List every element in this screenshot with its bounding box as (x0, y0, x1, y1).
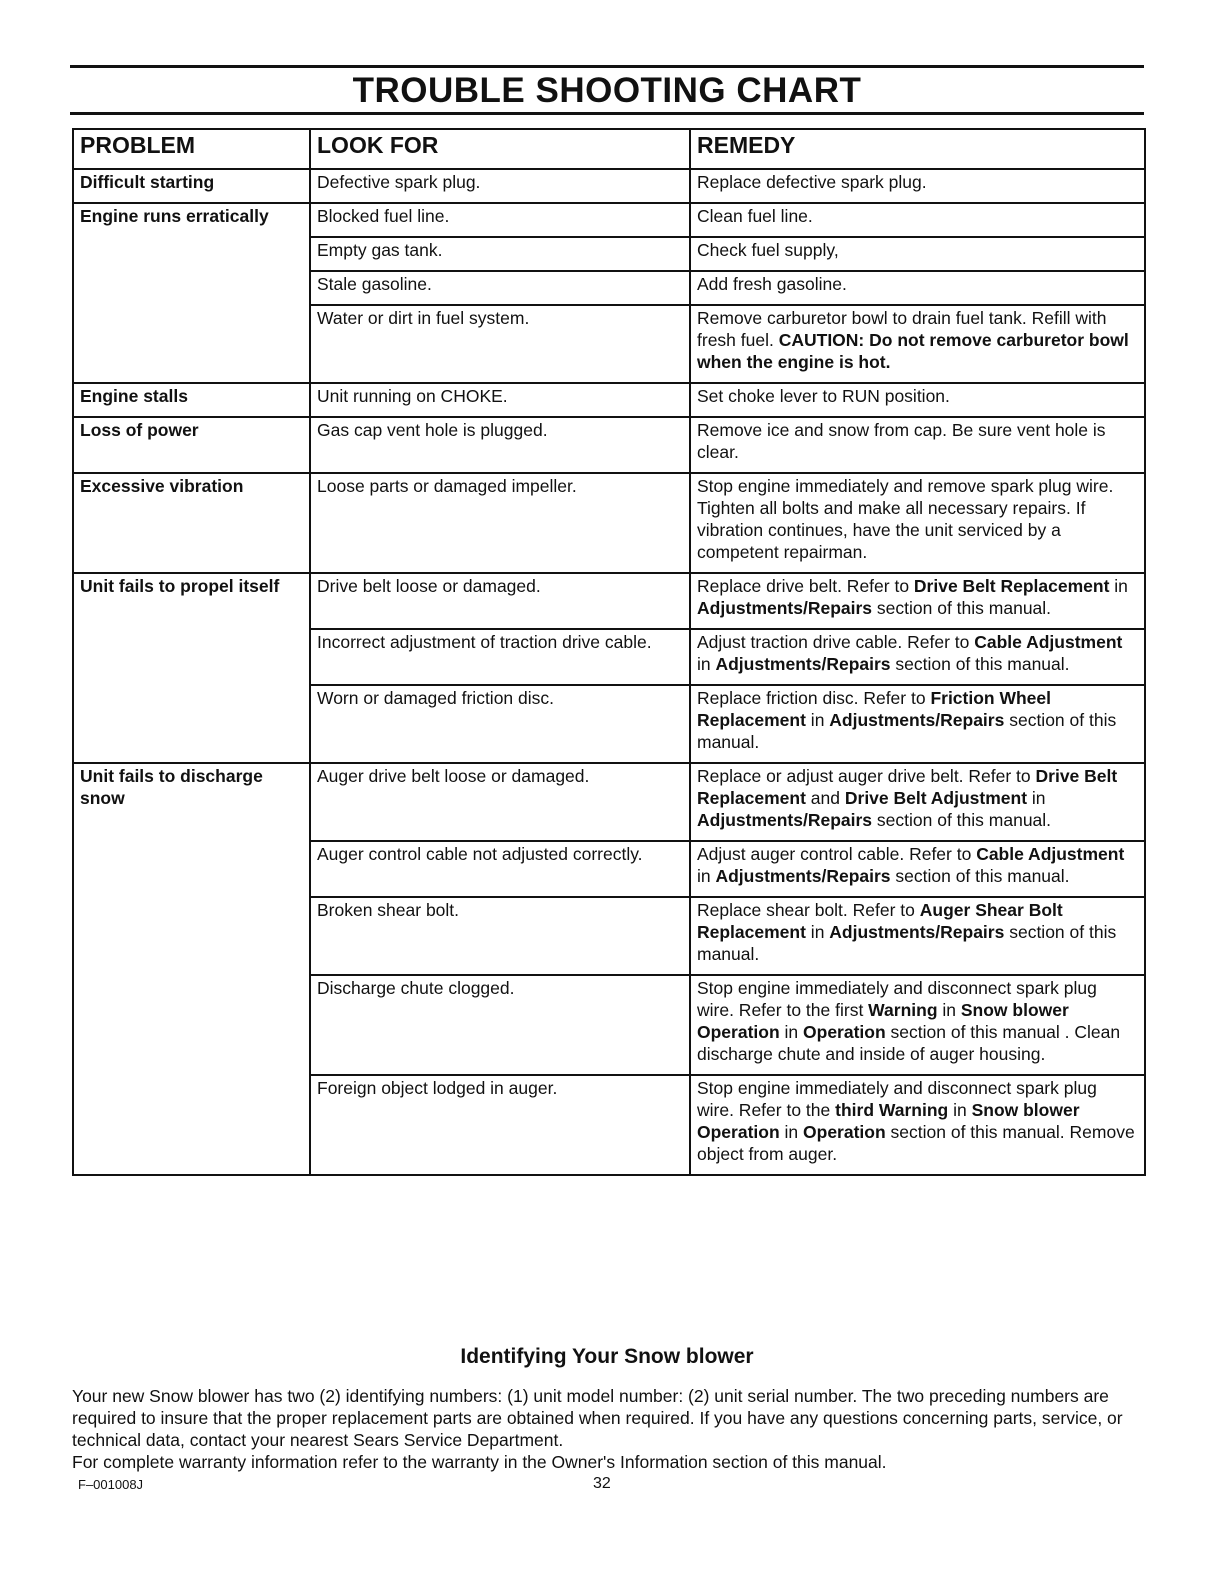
problem-cell (73, 629, 310, 685)
problem-cell (73, 271, 310, 305)
table-row (73, 271, 1145, 305)
problem-cell: Difficult starting (73, 169, 310, 203)
remedy-cell (690, 975, 1145, 1075)
table-row (73, 203, 1145, 237)
page-title: TROUBLE SHOOTING CHART (352, 71, 862, 110)
look-for-cell: Defective spark plug. (310, 169, 690, 203)
table-row (73, 417, 1145, 473)
remedy-text: Check fuel supply, (697, 240, 839, 260)
remedy-cell (690, 841, 1145, 897)
problem-cell (73, 975, 310, 1075)
problem-cell (73, 841, 310, 897)
problem-cell: Engine runs erratically (73, 203, 310, 237)
remedy-text: Stop engine immediately and disconnect spark plug wire. Refer to the first (697, 978, 1097, 1020)
table-row (73, 473, 1145, 573)
table-row (73, 305, 1145, 383)
remedy-text: section of this manual. (697, 922, 1117, 964)
remedy-text: Stop engine immediately and remove spark plug wire. Tighten all bolts and make all necessary repairs. If vibration continues, have the unit serviced by a competent repairman. (697, 476, 1114, 562)
page-number: 32 (593, 1475, 611, 1492)
remedy-text: in (948, 1100, 972, 1120)
remedy-text: in (1109, 576, 1128, 596)
table-row (73, 383, 1145, 417)
remedy-cell (690, 1075, 1145, 1175)
remedy-bold-text: Cable Adjustment (976, 844, 1125, 864)
remedy-text: Replace or adjust auger drive belt. Refer to (697, 766, 1036, 786)
table-row (73, 629, 1145, 685)
remedy-text: in (805, 710, 830, 730)
header-look-for: LOOK FOR (310, 129, 690, 169)
remedy-text: Replace shear bolt. Refer to (697, 900, 920, 920)
remedy-text: section of this manual. (872, 598, 1052, 618)
remedy-bold-text: Drive Belt Adjustment (844, 788, 1028, 808)
remedy-bold-text: Operation (803, 1022, 886, 1042)
remedy-cell (690, 237, 1145, 271)
identifying-text (72, 1385, 1147, 1473)
remedy-cell (690, 383, 1145, 417)
remedy-cell (690, 629, 1145, 685)
remedy-cell (690, 417, 1145, 473)
title-rule-top (70, 65, 1144, 68)
problem-cell (73, 237, 310, 271)
remedy-text: in (805, 922, 830, 942)
table-row (73, 1075, 1145, 1175)
table-row (73, 573, 1145, 629)
problem-cell: Loss of power (73, 417, 310, 473)
remedy-bold-text: Warning (868, 1000, 938, 1020)
remedy-cell (690, 573, 1145, 629)
problem-cell: Unit fails to propel itself (73, 573, 310, 629)
remedy-text: Add fresh gasoline. (697, 274, 847, 294)
remedy-bold-text: Adjustments/Repairs (715, 654, 891, 674)
look-for-cell: Unit running on CHOKE. (310, 383, 690, 417)
look-for-cell: Stale gasoline. (310, 271, 690, 305)
look-for-cell: Broken shear bolt. (310, 897, 690, 975)
remedy-bold-text: Drive Belt Replacement (697, 766, 1118, 808)
table-header-row (73, 129, 1145, 169)
remedy-bold-text: CAUTION: Do not remove carburetor bowl when the engine is hot. (697, 330, 1129, 372)
table-row (73, 237, 1145, 271)
look-for-cell: Loose parts or damaged impeller. (310, 473, 690, 573)
remedy-bold-text: Friction Wheel Replacement (697, 688, 1051, 730)
remedy-text: and (805, 788, 845, 808)
look-for-cell: Discharge chute clogged. (310, 975, 690, 1075)
remedy-text: Replace defective spark plug. (697, 172, 927, 192)
remedy-cell (690, 305, 1145, 383)
table-row (73, 975, 1145, 1075)
remedy-cell (690, 685, 1145, 763)
look-for-cell: Worn or damaged friction disc. (310, 685, 690, 763)
identifying-heading: Identifying Your Snow blower (460, 1345, 754, 1368)
look-for-cell: Foreign object lodged in auger. (310, 1075, 690, 1175)
remedy-text: Remove carburetor bowl to drain fuel tank. Refill with fresh fuel. (697, 308, 1107, 350)
remedy-bold-text: Adjustments/Repairs (697, 598, 873, 618)
header-problem: PROBLEM (73, 129, 310, 169)
remedy-text: Replace drive belt. Refer to (697, 576, 914, 596)
table-body (73, 169, 1145, 1175)
remedy-text: in (937, 1000, 961, 1020)
remedy-bold-text: Adjustments/Repairs (697, 810, 873, 830)
remedy-text: section of this manual . Clean discharge chute and inside of auger housing. (697, 1022, 1121, 1064)
remedy-text: Clean fuel line. (697, 206, 813, 226)
trouble-shooting-table (72, 128, 1146, 1176)
remedy-cell (690, 271, 1145, 305)
look-for-cell: Blocked fuel line. (310, 203, 690, 237)
remedy-cell (690, 763, 1145, 841)
title-rule-bottom (70, 112, 1144, 115)
remedy-text: Set choke lever to RUN position. (697, 386, 950, 406)
remedy-cell (690, 897, 1145, 975)
remedy-cell (690, 169, 1145, 203)
problem-cell (73, 685, 310, 763)
remedy-text: section of this manual. (697, 710, 1117, 752)
table-row (73, 841, 1145, 897)
remedy-text: Adjust traction drive cable. Refer to (697, 632, 975, 652)
remedy-text: Remove ice and snow from cap. Be sure vent hole is clear. (697, 420, 1106, 462)
look-for-cell: Empty gas tank. (310, 237, 690, 271)
remedy-text: in (697, 654, 716, 674)
table-row (73, 685, 1145, 763)
problem-cell (73, 305, 310, 383)
remedy-cell (690, 473, 1145, 573)
remedy-text: section of this manual. (872, 810, 1052, 830)
header-remedy: REMEDY (690, 129, 1145, 169)
table-row (73, 763, 1145, 841)
remedy-bold-text: Snow blower Operation (697, 1100, 1080, 1142)
remedy-text: in (779, 1022, 804, 1042)
remedy-bold-text: Drive Belt Replacement (913, 576, 1110, 596)
remedy-bold-text: Cable Adjustment (974, 632, 1123, 652)
problem-cell (73, 1075, 310, 1175)
table-row (73, 169, 1145, 203)
remedy-bold-text: third Warning (835, 1100, 949, 1120)
table-row (73, 897, 1145, 975)
problem-cell (73, 897, 310, 975)
remedy-text: section of this manual. Remove object from auger. (697, 1122, 1135, 1164)
remedy-cell (690, 203, 1145, 237)
problem-cell: Excessive vibration (73, 473, 310, 573)
problem-cell: Engine stalls (73, 383, 310, 417)
remedy-bold-text: Adjustments/Repairs (715, 866, 891, 886)
remedy-bold-text: Auger Shear Bolt Replacement (697, 900, 1063, 942)
remedy-bold-text: Snow blower Operation (697, 1000, 1069, 1042)
remedy-text: Stop engine immediately and disconnect spark plug wire. Refer to the (697, 1078, 1097, 1120)
look-for-cell: Incorrect adjustment of traction drive cable. (310, 629, 690, 685)
remedy-bold-text: Adjustments/Repairs (829, 710, 1005, 730)
look-for-cell: Auger control cable not adjusted correctly. (310, 841, 690, 897)
remedy-text: in (779, 1122, 804, 1142)
remedy-text: Replace friction disc. Refer to (697, 688, 931, 708)
remedy-bold-text: Adjustments/Repairs (829, 922, 1005, 942)
look-for-cell: Gas cap vent hole is plugged. (310, 417, 690, 473)
document-code: F–001008J (78, 1477, 144, 1492)
identifying-paragraph-1: Your new Snow blower has two (2) identifying numbers: (1) unit model number: (2) unit serial number. The two preceding numbers are required to insure that the proper replacement parts are obtained when required. If you have any questions concerning parts, service, or technical data, contact your nearest Sears Service Department. (72, 1386, 1123, 1450)
look-for-cell: Auger drive belt loose or damaged. (310, 763, 690, 841)
remedy-text: Adjust auger control cable. Refer to (697, 844, 977, 864)
remedy-text: section of this manual. (890, 866, 1070, 886)
remedy-text: in (1027, 788, 1046, 808)
look-for-cell: Water or dirt in fuel system. (310, 305, 690, 383)
remedy-bold-text: Operation (803, 1122, 886, 1142)
remedy-text: in (697, 866, 716, 886)
identifying-paragraph-2: For complete warranty information refer to the warranty in the Owner's Information section of this manual. (72, 1452, 887, 1472)
look-for-cell: Drive belt loose or damaged. (310, 573, 690, 629)
remedy-text: section of this manual. (890, 654, 1070, 674)
problem-cell: Unit fails to discharge snow (73, 763, 310, 841)
